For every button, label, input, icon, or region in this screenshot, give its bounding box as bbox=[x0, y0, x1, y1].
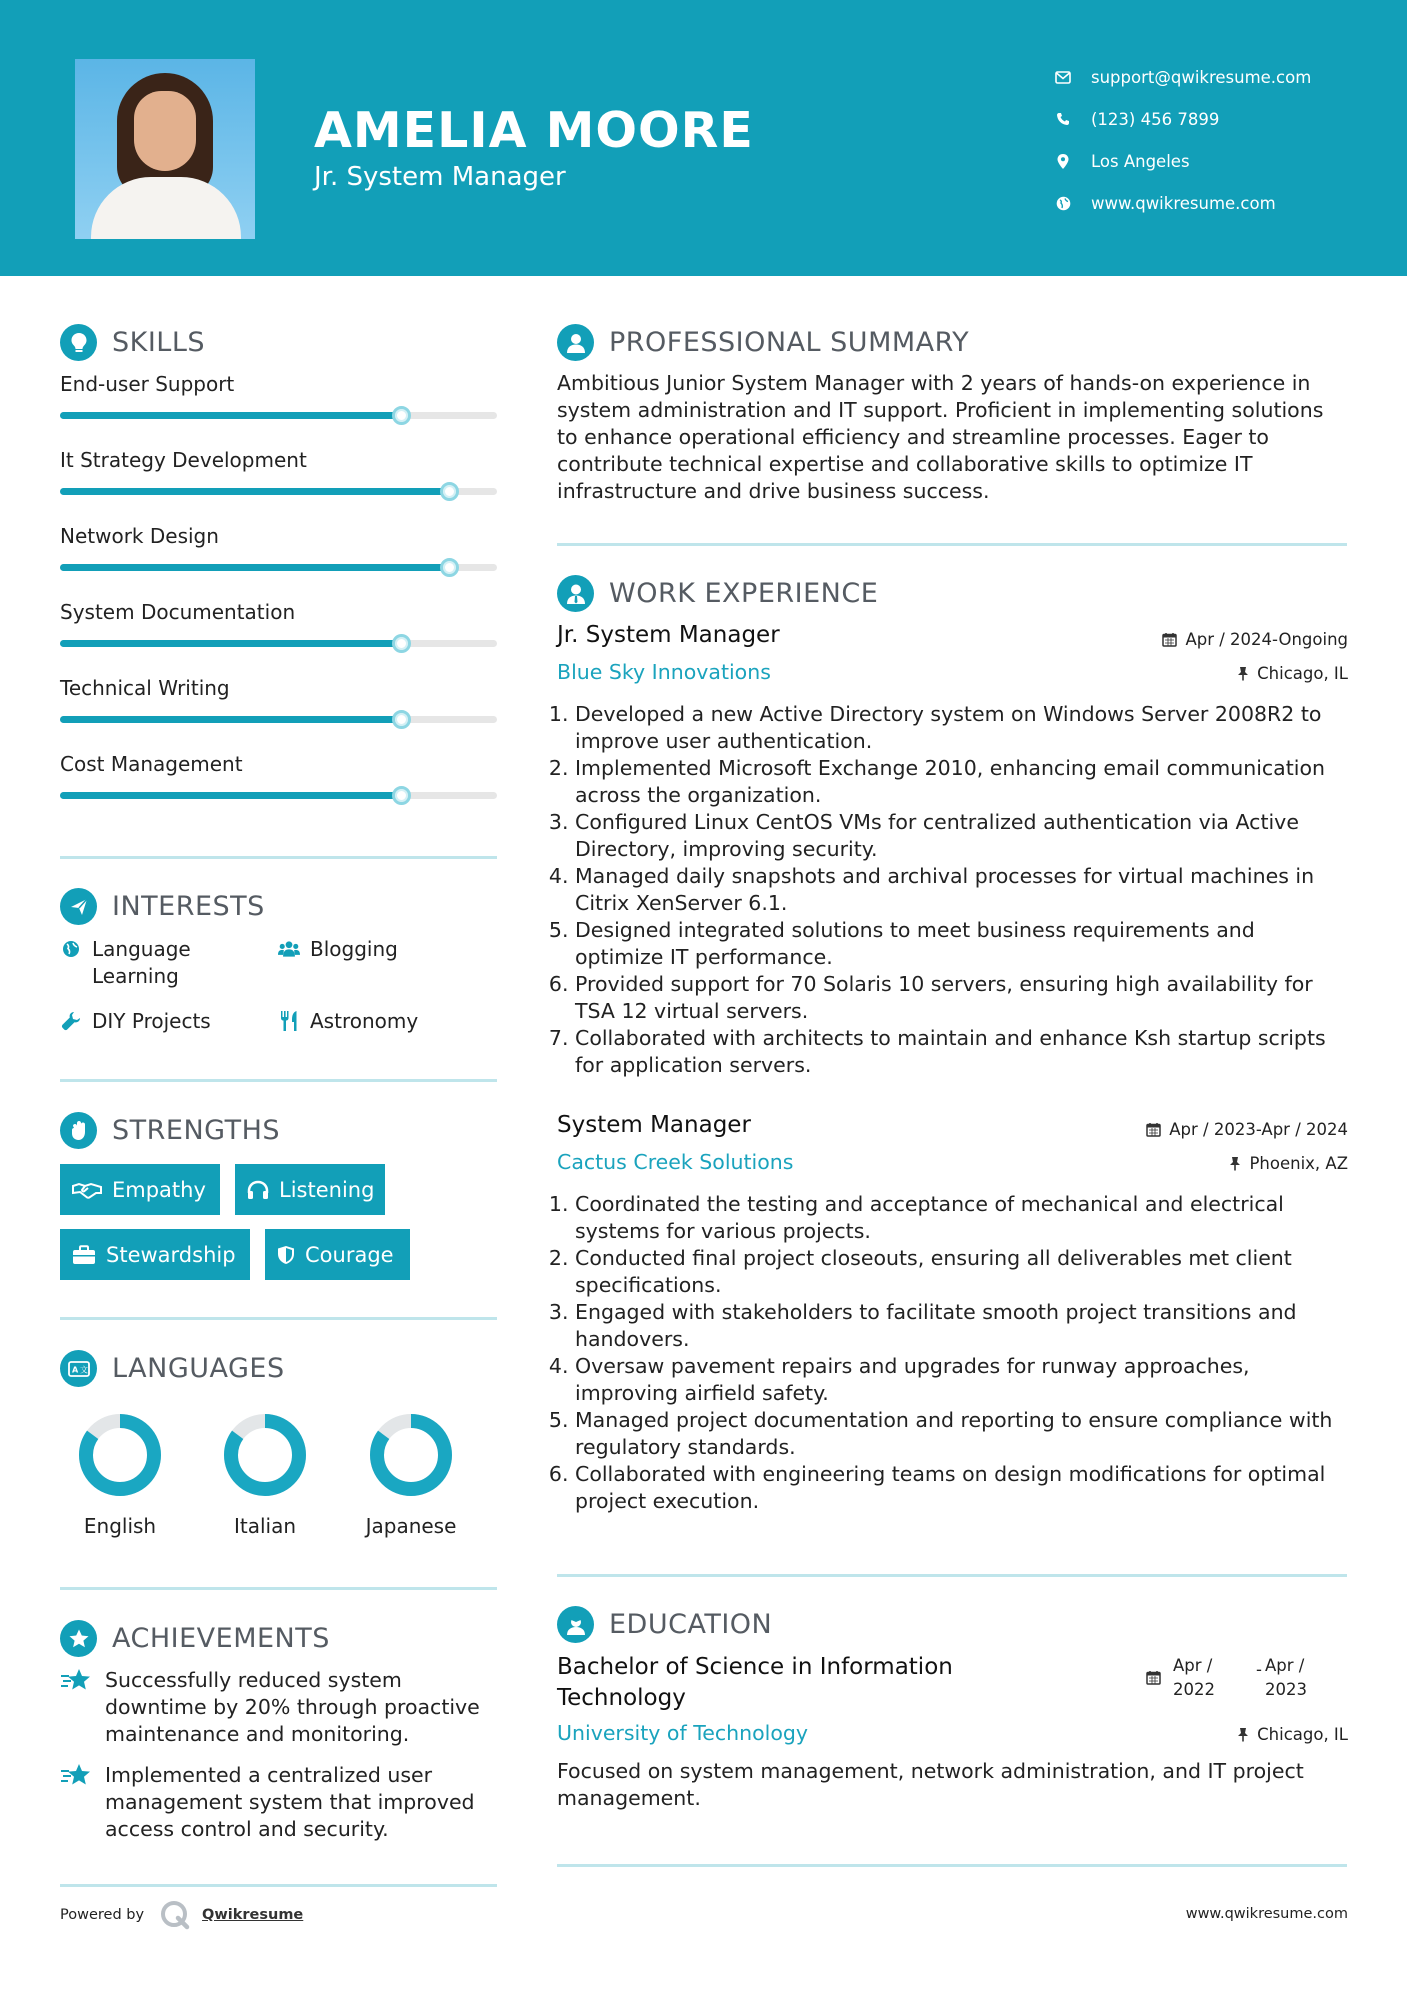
strength-badge: Courage bbox=[265, 1229, 410, 1280]
envelope-icon bbox=[1053, 67, 1073, 87]
contact-website[interactable]: www.qwikresume.com bbox=[1053, 182, 1311, 224]
skills-heading: SKILLS bbox=[60, 324, 205, 361]
skill-label: Technical Writing bbox=[60, 676, 230, 700]
skill-level-knob bbox=[440, 482, 459, 501]
globe-icon bbox=[60, 938, 82, 960]
graduate-icon bbox=[557, 1606, 594, 1643]
footer-url[interactable]: www.qwikresume.com bbox=[1185, 1906, 1348, 1922]
education-heading: EDUCATION bbox=[557, 1606, 772, 1643]
profile-photo bbox=[75, 59, 255, 239]
skill-label: System Documentation bbox=[60, 600, 296, 624]
skill-item bbox=[60, 524, 497, 548]
user-icon bbox=[557, 324, 594, 361]
language-level-ring bbox=[75, 1410, 165, 1500]
divider bbox=[557, 1864, 1347, 1867]
calendar-icon bbox=[1162, 632, 1177, 647]
duty-item: 5. Designed integrated solutions to meet business requirements and optimize IT performance. bbox=[575, 917, 1347, 971]
skill-level-knob bbox=[392, 634, 411, 653]
briefcase-icon bbox=[72, 1245, 96, 1265]
star-badge-icon bbox=[60, 1620, 97, 1657]
skill-label: Network Design bbox=[60, 524, 219, 548]
education-description: Focused on system management, network administration, and IT project management. bbox=[557, 1759, 1304, 1810]
strength-badge: Stewardship bbox=[60, 1229, 250, 1280]
job-location: Chicago, IL bbox=[1237, 664, 1348, 683]
duty-item: 6. Collaborated with engineering teams on design modifications for optimal project execution. bbox=[575, 1461, 1347, 1515]
skill-level-bar bbox=[60, 640, 401, 647]
language-level-ring bbox=[366, 1410, 456, 1500]
skill-level-bar bbox=[60, 716, 401, 723]
shield-icon bbox=[277, 1245, 295, 1265]
skill-level-bar bbox=[60, 412, 401, 419]
skill-level-knob bbox=[440, 558, 459, 577]
skill-item bbox=[60, 676, 497, 700]
skill-item bbox=[60, 448, 497, 472]
headphones-icon bbox=[247, 1180, 269, 1200]
degree-title: Bachelor of Science in Information Technology bbox=[557, 1654, 953, 1711]
strength-badge: Listening bbox=[235, 1164, 385, 1215]
duty-item: 4. Managed daily snapshots and archival processes for virtual machines in Citrix XenServer 6.1. bbox=[575, 863, 1347, 917]
achievements-heading: ACHIEVEMENTS bbox=[60, 1620, 330, 1657]
skill-level-bar bbox=[60, 564, 449, 571]
svg-text:A: A bbox=[71, 1365, 78, 1374]
contact-location: Los Angeles bbox=[1053, 140, 1311, 182]
skill-label: It Strategy Development bbox=[60, 448, 307, 472]
duty-item: 4. Oversaw pavement repairs and upgrades for runway approaches, improving airfield safety. bbox=[575, 1353, 1347, 1407]
skill-level-bar bbox=[60, 792, 401, 799]
resume-header bbox=[0, 0, 1407, 276]
skill-item bbox=[60, 752, 497, 776]
language-icon bbox=[60, 1350, 97, 1387]
interest-item: Astronomy bbox=[278, 1008, 418, 1035]
divider bbox=[60, 1079, 497, 1082]
divider bbox=[60, 1587, 497, 1590]
job-duties bbox=[557, 701, 1347, 1079]
school-name: University of Technology bbox=[557, 1721, 809, 1745]
skill-level-knob bbox=[392, 406, 411, 425]
strength-badge: Empathy bbox=[60, 1164, 220, 1215]
education-dates: Apr / 2022 - Apr / 2023 bbox=[1146, 1656, 1346, 1706]
achievement-item: Successfully reduced system downtime by 20% through proactive maintenance and monitoring. bbox=[60, 1667, 500, 1748]
pushpin-icon bbox=[1237, 1727, 1249, 1742]
lightbulb-icon bbox=[60, 324, 97, 361]
job-title: Jr. System Manager bbox=[557, 622, 780, 648]
job-duties bbox=[557, 1191, 1347, 1515]
calendar-icon bbox=[1146, 1122, 1161, 1137]
contact-email[interactable]: support@qwikresume.com bbox=[1053, 56, 1311, 98]
interest-item: Language Learning bbox=[60, 936, 240, 990]
experience-heading: WORK EXPERIENCE bbox=[557, 575, 878, 612]
skill-level-bar bbox=[60, 488, 449, 495]
paper-plane-icon bbox=[60, 888, 97, 925]
skill-level-knob bbox=[392, 786, 411, 805]
skill-item bbox=[60, 372, 497, 396]
svg-text:文: 文 bbox=[79, 1365, 88, 1374]
divider bbox=[60, 1317, 497, 1320]
pushpin-icon bbox=[1229, 1156, 1241, 1171]
user-tie-icon bbox=[557, 575, 594, 612]
divider bbox=[60, 856, 497, 859]
qwikresume-link[interactable]: Qwikresume bbox=[202, 1907, 304, 1923]
duty-item: 1. Coordinated the testing and acceptance of mechanical and electrical systems for various projects. bbox=[575, 1191, 1347, 1245]
skill-label: Cost Management bbox=[60, 752, 243, 776]
language-name: Italian bbox=[233, 1514, 297, 1538]
duty-item: 2. Implemented Microsoft Exchange 2010, enhancing email communication across the organization. bbox=[575, 755, 1347, 809]
divider bbox=[60, 1884, 497, 1887]
duty-item: 2. Conducted final project closeouts, ensuring all deliverables met client specifications. bbox=[575, 1245, 1347, 1299]
school-location: Chicago, IL bbox=[1237, 1725, 1348, 1744]
skill-item bbox=[60, 600, 497, 624]
users-icon bbox=[278, 938, 300, 960]
strengths-heading: STRENGTHS bbox=[60, 1112, 280, 1149]
language-level-ring bbox=[220, 1410, 310, 1500]
calendar-icon bbox=[1146, 1670, 1161, 1689]
job-location: Phoenix, AZ bbox=[1229, 1154, 1348, 1173]
duty-item: 1. Developed a new Active Directory system on Windows Server 2008R2 to improve user authentication. bbox=[575, 701, 1347, 755]
job-dates: Apr / 2024-Ongoing bbox=[1162, 630, 1348, 649]
company-name: Blue Sky Innovations bbox=[557, 660, 771, 684]
pushpin-icon bbox=[1237, 666, 1249, 681]
company-name: Cactus Creek Solutions bbox=[557, 1150, 794, 1174]
interest-item: Blogging bbox=[278, 936, 398, 963]
handshake-icon bbox=[72, 1181, 102, 1199]
skill-label: End-user Support bbox=[60, 372, 235, 396]
duty-item: 7. Collaborated with architects to maintain and enhance Ksh startup scripts for application servers. bbox=[575, 1025, 1347, 1079]
candidate-title: Jr. System Manager bbox=[314, 162, 566, 192]
interests-heading: INTERESTS bbox=[60, 888, 265, 925]
duty-item: 3. Configured Linux CentOS VMs for centralized authentication via Active Directory, improving security. bbox=[575, 809, 1347, 863]
star-icon bbox=[60, 1762, 92, 1843]
contact-phone[interactable]: (123) 456 7899 bbox=[1053, 98, 1311, 140]
map-pin-icon bbox=[1053, 151, 1073, 171]
fist-icon bbox=[60, 1112, 97, 1149]
duty-item: 6. Provided support for 70 Solaris 10 servers, ensuring high availability for TSA 12 virtual servers. bbox=[575, 971, 1347, 1025]
job-title: System Manager bbox=[557, 1112, 751, 1138]
utensils-icon bbox=[278, 1010, 300, 1032]
qwikresume-logo-icon bbox=[160, 1900, 190, 1930]
star-icon bbox=[60, 1667, 92, 1748]
phone-icon bbox=[1053, 109, 1073, 129]
summary-text: Ambitious Junior System Manager with 2 years of hands-on experience in system administration and IT support. Proficient in implementing solutions to enhance operational efficiency and streamline processes. Eager to contribute technical expertise and collaborative skills to optimize IT infrastructure and drive business success. bbox=[557, 371, 1324, 503]
skill-level-knob bbox=[392, 710, 411, 729]
achievement-item: Implemented a centralized user management system that improved access control and security. bbox=[60, 1762, 500, 1843]
language-name: English bbox=[83, 1514, 157, 1538]
summary-heading: PROFESSIONAL SUMMARY bbox=[557, 324, 969, 361]
job-dates: Apr / 2023-Apr / 2024 bbox=[1146, 1120, 1348, 1139]
wrench-icon bbox=[60, 1010, 82, 1032]
duty-item: 3. Engaged with stakeholders to facilitate smooth project transitions and handovers. bbox=[575, 1299, 1347, 1353]
divider bbox=[557, 543, 1347, 546]
duty-item: 5. Managed project documentation and reporting to ensure compliance with regulatory standards. bbox=[575, 1407, 1347, 1461]
candidate-name: AMELIA MOORE bbox=[314, 102, 754, 159]
contact-list bbox=[1053, 56, 1311, 224]
divider bbox=[557, 1574, 1347, 1577]
languages-heading: A 文 LANGUAGES bbox=[60, 1350, 285, 1387]
language-name: Japanese bbox=[365, 1514, 457, 1538]
powered-by: Powered by Qwikresume bbox=[60, 1900, 303, 1930]
globe-icon bbox=[1053, 193, 1073, 213]
interest-item: DIY Projects bbox=[60, 1008, 211, 1035]
